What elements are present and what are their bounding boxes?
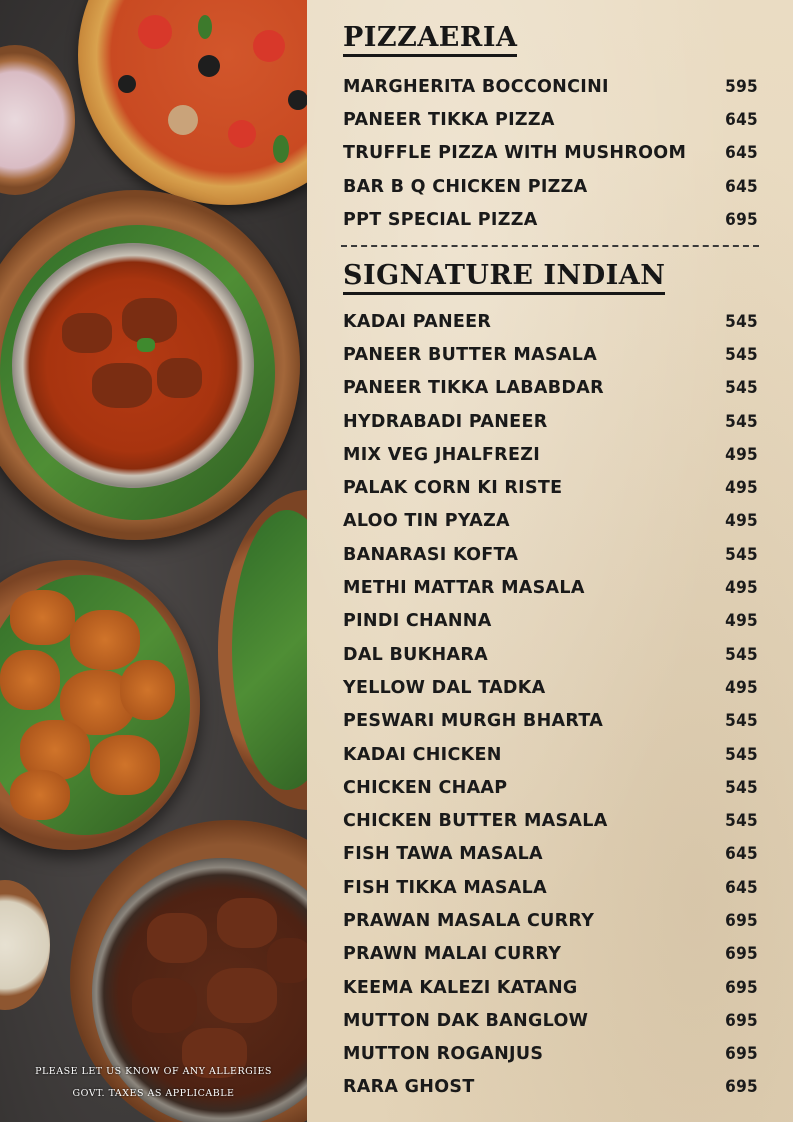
menu-item [343, 1071, 758, 1104]
pizza-image [78, 0, 307, 205]
menu-item [343, 638, 758, 671]
menu-item [343, 1004, 758, 1037]
menu-item-name: RARA GHOST [343, 1077, 475, 1098]
menu-item-name: PINDI CHANNA [343, 611, 492, 632]
menu-item [343, 771, 758, 804]
menu-item [343, 405, 758, 438]
menu-item-price: 695 [725, 944, 758, 965]
menu-item [343, 871, 758, 904]
menu-item [343, 671, 758, 704]
menu-item-name: PANEER TIKKA LABABDAR [343, 378, 604, 399]
menu-item-price: 495 [725, 677, 758, 698]
menu-item-name: PALAK CORN KI RISTE [343, 478, 563, 499]
menu-item [343, 438, 758, 471]
menu-item [343, 738, 758, 771]
menu-item-price: 695 [725, 1044, 758, 1065]
menu-item-name: DAL BUKHARA [343, 644, 488, 665]
menu-item-name: PESWARI MURGH BHARTA [343, 711, 604, 732]
menu-item-price: 545 [725, 744, 758, 765]
menu-item [343, 305, 758, 338]
menu-item-price: 545 [725, 344, 758, 365]
menu-item-name: METHI MATTAR MASALA [343, 578, 585, 599]
menu-item-price: 645 [725, 143, 758, 164]
menu-item-price: 695 [725, 1077, 758, 1098]
menu-item-price: 545 [725, 378, 758, 399]
menu-item-name: BANARASI KOFTA [343, 544, 519, 565]
menu-item [343, 203, 758, 236]
menu-item [343, 571, 758, 604]
menu-item [343, 70, 758, 103]
menu-item-price: 545 [725, 644, 758, 665]
menu-item-name: MARGHERITA BOCCONCINI [343, 76, 609, 97]
menu-item-name: PANEER BUTTER MASALA [343, 344, 598, 365]
menu-item [343, 971, 758, 1004]
menu-item-price: 645 [725, 877, 758, 898]
menu-item [343, 170, 758, 203]
menu-item-name: KADAI CHICKEN [343, 744, 502, 765]
menu-item [343, 372, 758, 405]
menu-item-price: 695 [725, 910, 758, 931]
menu-item [343, 838, 758, 871]
food-photo-strip [0, 0, 307, 1122]
menu-item [343, 505, 758, 538]
menu-item-name: CHICKEN CHAAP [343, 777, 508, 798]
menu-item-price: 545 [725, 411, 758, 432]
menu-item [343, 1038, 758, 1071]
menu-item-name: TRUFFLE PIZZA WITH MUSHROOM [343, 143, 687, 164]
menu-item-price: 645 [725, 109, 758, 130]
section-title-signature-indian: SIGNATURE INDIAN [343, 262, 665, 295]
menu-item-price: 645 [725, 176, 758, 197]
menu-item [343, 705, 758, 738]
menu-item-price: 495 [725, 578, 758, 599]
menu-item-price: 595 [725, 76, 758, 97]
menu-item-price: 495 [725, 444, 758, 465]
menu-panel [307, 0, 793, 1122]
menu-item-name: CHICKEN BUTTER MASALA [343, 811, 608, 832]
menu-item-name: KEEMA KALEZI KATANG [343, 977, 578, 998]
menu-item-name: MIX VEG JHALFREZI [343, 444, 541, 465]
menu-item-name: ALOO TIN PYAZA [343, 511, 510, 532]
menu-item-name: PANEER TIKKA PIZZA [343, 109, 555, 130]
allergy-note: PLEASE LET US KNOW OF ANY ALLERGIES [35, 1066, 272, 1077]
menu-item-name: PPT SPECIAL PIZZA [343, 209, 538, 230]
menu-item [343, 471, 758, 504]
menu-item [343, 938, 758, 971]
menu-item-price: 495 [725, 511, 758, 532]
menu-item-price: 545 [725, 311, 758, 332]
curry-bowl-image [12, 243, 254, 488]
menu-item-name: YELLOW DAL TADKA [343, 677, 546, 698]
onion-bowl-image [0, 45, 75, 195]
menu-item-price: 545 [725, 811, 758, 832]
menu-item-price: 495 [725, 478, 758, 499]
menu-item [343, 538, 758, 571]
menu-item [343, 137, 758, 170]
menu-item-price: 695 [725, 977, 758, 998]
section-title-pizzaeria: PIZZAERIA [343, 24, 517, 57]
menu-item [343, 103, 758, 136]
tax-note: GOVT. TAXES AS APPLICABLE [72, 1088, 235, 1099]
menu-item-name: BAR B Q CHICKEN PIZZA [343, 176, 588, 197]
menu-item-price: 545 [725, 777, 758, 798]
menu-item-price: 695 [725, 1010, 758, 1031]
menu-item-name: FISH TIKKA MASALA [343, 877, 547, 898]
menu-item [343, 804, 758, 837]
menu-item [343, 605, 758, 638]
menu-item-name: PRAWAN MASALA CURRY [343, 910, 595, 931]
menu-item-name: MUTTON ROGANJUS [343, 1044, 544, 1065]
menu-item-name: MUTTON DAK BANGLOW [343, 1010, 589, 1031]
menu-item [343, 904, 758, 937]
menu-item-price: 545 [725, 711, 758, 732]
menu-item-name: PRAWN MALAI CURRY [343, 944, 562, 965]
section-divider [341, 245, 759, 247]
menu-item-name: FISH TAWA MASALA [343, 844, 543, 865]
menu-item-price: 645 [725, 844, 758, 865]
menu-item-price: 545 [725, 544, 758, 565]
menu-item [343, 338, 758, 371]
dip-bowl-image [0, 880, 50, 1010]
menu-item-price: 495 [725, 611, 758, 632]
menu-item-name: HYDRABADI PANEER [343, 411, 548, 432]
signature-indian-menu-list [343, 305, 758, 1104]
menu-item-price: 695 [725, 209, 758, 230]
menu-item-name: KADAI PANEER [343, 311, 492, 332]
pizzaeria-menu-list [343, 70, 758, 236]
